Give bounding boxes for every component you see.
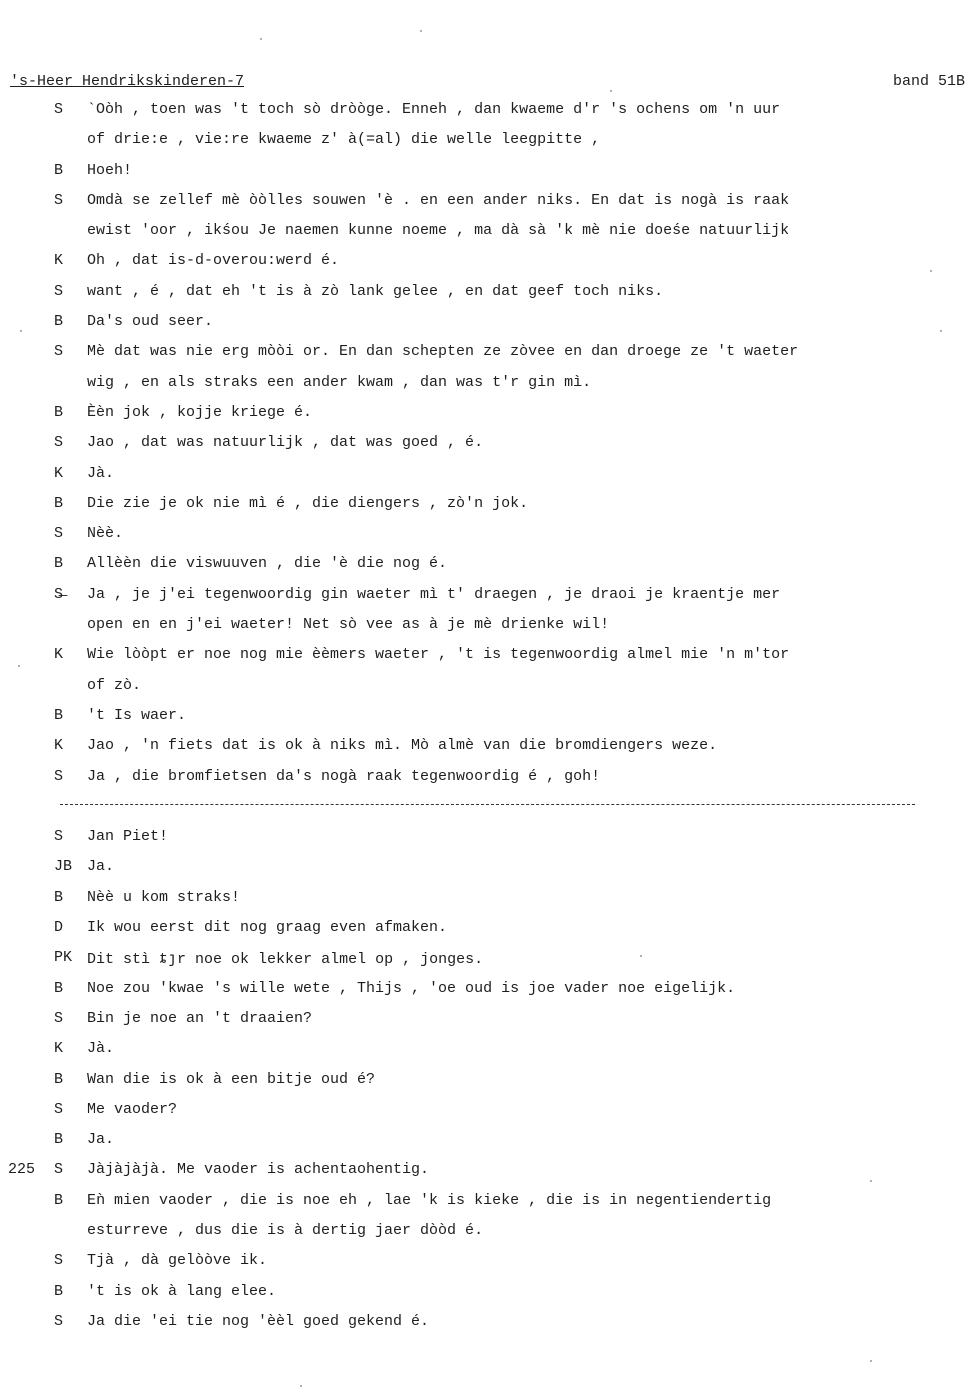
transcript xyxy=(0,101,973,1343)
transcript-line xyxy=(0,1161,973,1191)
utterance-text: Nèè u kom straks! xyxy=(87,888,241,906)
transcript-line xyxy=(0,283,973,313)
utterance-text: Mè dat was nie erg mòòi or. En dan schepten ze zòvee en dan droege ze 't waeter xyxy=(87,343,799,361)
transcript-line xyxy=(0,586,973,616)
transcript-line xyxy=(0,192,973,222)
document-title: 's-Heer Hendrikskinderen-7 xyxy=(10,73,245,90)
speaker-label: S xyxy=(54,1252,64,1270)
utterance-text: Nèè. xyxy=(87,525,124,543)
utterance-text: ewist 'oor , ikśou Je naemen kunne noeme , ma dà sà 'k mè nie doeśe natuurlijk xyxy=(87,222,790,240)
page-header xyxy=(10,73,965,95)
transcript-line xyxy=(0,616,973,646)
transcript-line xyxy=(0,677,973,707)
utterance-text: Wie lòòpt er noe nog mie èèmers waeter , 't is tegenwoordig almel mie 'n m'tor xyxy=(87,646,790,664)
speaker-label: JB xyxy=(54,858,73,876)
speaker-label: K xyxy=(54,252,64,270)
utterance-text: Èèn jok , kojje kriege é. xyxy=(87,403,313,421)
utterance-text: Jao , 'n fiets dat is ok à niks mì. Mò almè van die bromdiengers weze. xyxy=(87,737,718,755)
utterance-text: Ik wou eerst dit nog graag even afmaken. xyxy=(87,919,448,937)
transcript-line xyxy=(0,768,973,798)
utterance-text: Jan Piet! xyxy=(87,828,169,846)
transcript-line xyxy=(0,1010,973,1040)
scan-speck xyxy=(640,955,642,957)
utterance-text: Omdà se zellef mè òòlles souwen 'è . en een ander niks. En dat is nogà is raak xyxy=(87,191,790,209)
speaker-label: S xyxy=(54,525,64,543)
transcript-line xyxy=(0,131,973,161)
utterance-text: Allèèn die viswuuven , die 'è die nog é. xyxy=(87,555,448,573)
transcript-line xyxy=(0,949,973,979)
transcript-line xyxy=(0,434,973,464)
utterance-text: 't is ok à lang elee. xyxy=(87,1282,277,1300)
utterance-text: 't Is waer. xyxy=(87,706,187,724)
utterance-text: Bin je noe an 't draaien? xyxy=(87,1009,313,1027)
scan-speck xyxy=(300,1385,302,1387)
utterance-text: Da's oud seer. xyxy=(87,313,214,331)
transcript-line xyxy=(0,101,973,131)
scan-speck xyxy=(18,665,20,667)
transcript-line xyxy=(0,1313,973,1343)
scan-speck xyxy=(610,90,612,92)
transcript-line xyxy=(0,1040,973,1070)
scan-speck xyxy=(870,1360,872,1362)
speaker-label: S̶ xyxy=(54,585,64,603)
speaker-label: B xyxy=(54,494,64,512)
speaker-label: B xyxy=(54,979,64,997)
utterance-text: Ja , die bromfietsen da's nogà raak tegenwoordig é , goh! xyxy=(87,767,601,785)
section-divider xyxy=(0,798,973,828)
speaker-label: K xyxy=(54,1040,64,1058)
scan-speck xyxy=(20,330,22,332)
transcript-line xyxy=(0,1131,973,1161)
speaker-label: B xyxy=(54,403,64,421)
transcript-line xyxy=(0,404,973,434)
transcript-line xyxy=(0,1283,973,1313)
utterance-text: Eǹ mien vaoder , die is noe eh , lae 'k is kieke , die is in negentiendertig xyxy=(87,1191,772,1209)
speaker-label: S xyxy=(54,434,64,452)
transcript-line xyxy=(0,828,973,858)
speaker-label: PK xyxy=(54,949,73,967)
speaker-label: S xyxy=(54,101,64,118)
speaker-label: B xyxy=(54,888,64,906)
transcript-line xyxy=(0,737,973,767)
utterance-text: Dit stì ȶȷr noe ok lekker almel op , jonges. xyxy=(87,951,484,969)
line-number: 225 xyxy=(8,1161,36,1179)
transcript-line xyxy=(0,1071,973,1101)
speaker-label: S xyxy=(54,828,64,846)
band-number: band 51B xyxy=(892,73,965,90)
speaker-label: K xyxy=(54,737,64,755)
speaker-label: B xyxy=(54,1191,64,1209)
scan-speck xyxy=(420,30,422,32)
speaker-label: B xyxy=(54,555,64,573)
transcript-line xyxy=(0,343,973,373)
speaker-label: D xyxy=(54,919,64,937)
speaker-label: S xyxy=(54,1009,64,1027)
transcript-line xyxy=(0,1192,973,1222)
speaker-label: K xyxy=(54,464,64,482)
transcript-line xyxy=(0,1222,973,1252)
utterance-text: Noe zou 'kwae 's wille wete , Thijs , 'oe oud is joe vader noe eigelijk. xyxy=(87,979,736,997)
speaker-label: B xyxy=(54,1131,64,1149)
transcript-line xyxy=(0,646,973,676)
utterance-text: Ja. xyxy=(87,1131,115,1149)
transcript-line xyxy=(0,465,973,495)
utterance-text: Oh , dat is-d-overou:werd é. xyxy=(87,252,340,270)
utterance-text: Jao , dat was natuurlijk , dat was goed , é. xyxy=(87,434,484,452)
speaker-label: B xyxy=(54,1070,64,1088)
transcript-line xyxy=(0,555,973,585)
speaker-label: S xyxy=(54,1100,64,1118)
transcript-line xyxy=(0,707,973,737)
transcript-line xyxy=(0,858,973,888)
transcript-line xyxy=(0,980,973,1010)
scan-speck xyxy=(930,270,932,272)
utterance-text: of zò. xyxy=(87,676,142,694)
transcript-line xyxy=(0,919,973,949)
transcript-line xyxy=(0,162,973,192)
utterance-text: Jà. xyxy=(87,1040,115,1058)
transcript-line xyxy=(0,495,973,525)
transcript-line xyxy=(0,1101,973,1131)
speaker-label: B xyxy=(54,313,64,331)
scan-speck xyxy=(260,38,262,40)
utterance-text: want , é , dat eh 't is à zò lank gelee , en dat geef toch niks. xyxy=(87,282,664,300)
speaker-label: K xyxy=(54,646,64,664)
dashed-rule xyxy=(60,804,915,805)
transcript-line xyxy=(0,313,973,343)
utterance-text: Me vaoder? xyxy=(87,1100,178,1118)
utterance-text: Hoeh! xyxy=(87,161,133,179)
utterance-text: Ja , je j'ei tegenwoordig gin waeter mì t' draegen , je draoi je kraentje mer xyxy=(87,585,781,603)
speaker-label: S xyxy=(54,767,64,785)
utterance-text: Wan die is ok à een bitje oud é? xyxy=(87,1070,376,1088)
utterance-text: of drie:e , vie:re kwaeme z' à(=al) die welle leegpitte , xyxy=(87,131,601,149)
transcript-line xyxy=(0,374,973,404)
utterance-text: Ja. xyxy=(87,858,115,876)
speaker-label: B xyxy=(54,161,64,179)
utterance-text: open en en j'ei waeter! Net sò vee as à je mè drienke wil! xyxy=(87,616,610,634)
utterance-text: Tjà , dà gelòòve ik. xyxy=(87,1252,268,1270)
speaker-label: S xyxy=(54,191,64,209)
utterance-text: esturreve , dus die is à dertig jaer dòòd é. xyxy=(87,1221,484,1239)
utterance-text: wig , en als straks een ander kwam , dan was t'r gin mì. xyxy=(87,373,592,391)
utterance-text: `Oòh , toen was 't toch sò dròòge. Enneh , dan kwaeme d'r 's ochens om 'n uur xyxy=(87,101,781,118)
transcript-line xyxy=(0,889,973,919)
utterance-text: Die zie je ok nie mì é , die diengers , zò'n jok. xyxy=(87,494,529,512)
speaker-label: B xyxy=(54,706,64,724)
speaker-label: S xyxy=(54,1161,64,1179)
speaker-label: S xyxy=(54,343,64,361)
transcript-line xyxy=(0,222,973,252)
speaker-label: S xyxy=(54,282,64,300)
transcript-line xyxy=(0,1252,973,1282)
transcript-line xyxy=(0,252,973,282)
utterance-text: Ja die 'ei tie nog 'èèl goed gekend é. xyxy=(87,1312,430,1330)
utterance-text: Jàjàjàjà. Me vaoder is achentaohentig. xyxy=(87,1161,430,1179)
speaker-label: S xyxy=(54,1312,64,1330)
transcript-line xyxy=(0,525,973,555)
scan-speck xyxy=(940,330,942,332)
utterance-text: Jà. xyxy=(87,464,115,482)
scan-speck xyxy=(870,1180,872,1182)
speaker-label: B xyxy=(54,1282,64,1300)
